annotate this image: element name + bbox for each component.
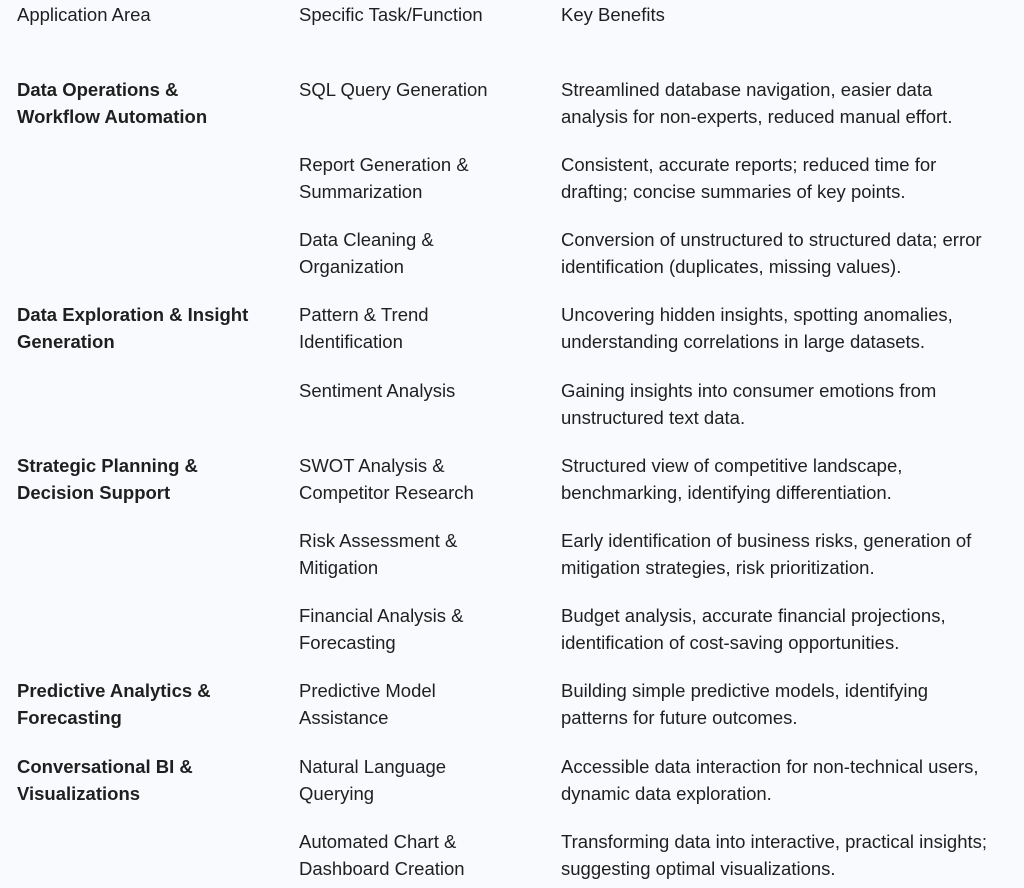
area-cell — [17, 452, 198, 506]
benefits-line: Structured view of competitive landscape, — [561, 455, 903, 476]
benefits-line: Budget analysis, accurate financial projections, — [561, 605, 946, 626]
area-cell — [17, 753, 193, 807]
benefits-line: mitigation strategies, risk prioritization. — [561, 557, 875, 578]
task-line: Organization — [299, 256, 404, 277]
area-cell — [17, 301, 248, 355]
task-line: Identification — [299, 331, 403, 352]
task-line: SWOT Analysis & — [299, 455, 445, 476]
benefits-line: unstructured text data. — [561, 407, 746, 428]
task-line: Competitor Research — [299, 482, 474, 503]
task-cell — [299, 301, 429, 355]
benefits-cell — [561, 377, 936, 431]
benefits-line: identification (duplicates, missing values). — [561, 256, 902, 277]
task-cell — [299, 452, 474, 506]
benefits-cell — [561, 76, 952, 130]
task-cell — [299, 753, 446, 807]
column-header-specific-task: Specific Task/Function — [299, 4, 483, 25]
benefits-cell — [561, 828, 987, 882]
benefits-line: benchmarking, identifying differentiation. — [561, 482, 892, 503]
area-line: Workflow Automation — [17, 106, 208, 127]
task-line: Assistance — [299, 707, 389, 728]
area-line: Strategic Planning & — [17, 455, 198, 476]
benefits-line: suggesting optimal visualizations. — [561, 858, 836, 879]
area-line: Data Exploration & Insight — [17, 304, 249, 325]
benefits-line: Early identification of business risks, generation of — [561, 530, 972, 551]
task-line: Automated Chart & — [299, 831, 457, 852]
task-cell — [299, 828, 465, 882]
task-line: Pattern & Trend — [299, 304, 429, 325]
area-line: Visualizations — [17, 783, 141, 804]
benefits-cell — [561, 753, 979, 807]
area-cell — [17, 677, 211, 731]
benefits-cell — [561, 226, 982, 280]
area-line: Predictive Analytics & — [17, 680, 211, 701]
benefits-line: Conversion of unstructured to structured data; error — [561, 229, 982, 250]
task-cell — [299, 151, 469, 205]
area-line: Generation — [17, 331, 115, 352]
benefits-line: understanding correlations in large datasets. — [561, 331, 926, 352]
benefits-line: Consistent, accurate reports; reduced time for — [561, 154, 937, 175]
area-line: Data Operations & — [17, 79, 179, 100]
task-cell — [299, 527, 457, 581]
area-cell — [17, 76, 207, 130]
benefits-line: identification of cost-saving opportunities. — [561, 632, 900, 653]
area-line: Decision Support — [17, 482, 171, 503]
benefits-cell — [561, 151, 936, 205]
task-line: Summarization — [299, 181, 423, 202]
benefits-line: analysis for non-experts, reduced manual effort. — [561, 106, 953, 127]
task-cell — [299, 677, 436, 731]
benefits-line: Gaining insights into consumer emotions from — [561, 380, 937, 401]
task-cell — [299, 602, 464, 656]
task-line: Forecasting — [299, 632, 396, 653]
benefits-cell — [561, 602, 946, 656]
column-header-application-area: Application Area — [17, 4, 151, 25]
task-line: Data Cleaning & — [299, 229, 434, 250]
benefits-line: Accessible data interaction for non-technical users, — [561, 756, 979, 777]
task-line: Dashboard Creation — [299, 858, 465, 879]
task-line: Risk Assessment & — [299, 530, 458, 551]
area-line: Conversational BI & — [17, 756, 193, 777]
task-cell — [299, 377, 455, 404]
benefits-line: Streamlined database navigation, easier data — [561, 79, 933, 100]
task-line: Report Generation & — [299, 154, 469, 175]
benefits-line: Transforming data into interactive, practical insights; — [561, 831, 988, 852]
area-line: Forecasting — [17, 707, 122, 728]
task-line: Mitigation — [299, 557, 379, 578]
benefits-cell — [561, 301, 953, 355]
task-cell — [299, 226, 434, 280]
task-line: SQL Query Generation — [299, 79, 488, 100]
column-header-key-benefits: Key Benefits — [561, 4, 665, 25]
task-cell — [299, 76, 488, 103]
benefits-line: dynamic data exploration. — [561, 783, 772, 804]
benefits-line: Uncovering hidden insights, spotting anomalies, — [561, 304, 953, 325]
task-line: Querying — [299, 783, 375, 804]
benefits-cell — [561, 527, 971, 581]
task-line: Sentiment Analysis — [299, 380, 456, 401]
benefits-cell — [561, 452, 902, 506]
task-line: Natural Language — [299, 756, 447, 777]
benefits-cell — [561, 677, 928, 731]
benefits-line: drafting; concise summaries of key points. — [561, 181, 906, 202]
task-line: Financial Analysis & — [299, 605, 464, 626]
benefits-line: Building simple predictive models, identifying — [561, 680, 929, 701]
task-line: Predictive Model — [299, 680, 436, 701]
benefits-line: patterns for future outcomes. — [561, 707, 798, 728]
